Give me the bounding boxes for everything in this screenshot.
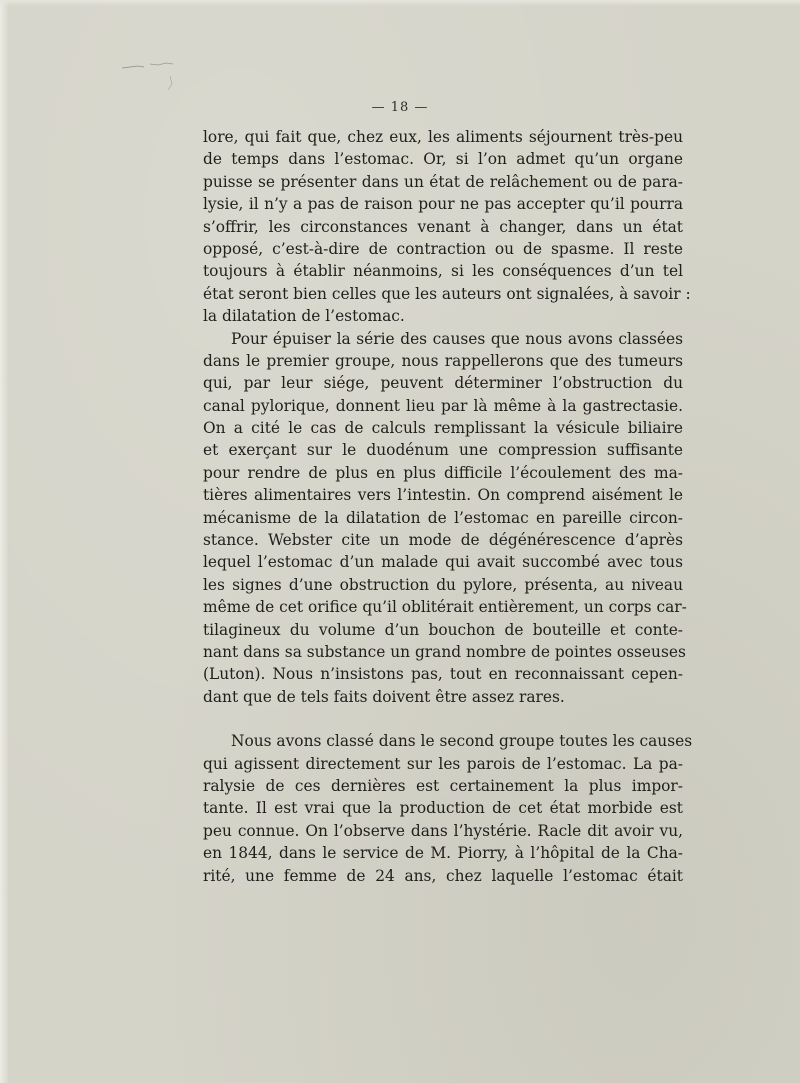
ink-smudge-mark	[118, 58, 188, 98]
paragraph-3	[203, 730, 693, 887]
text-line: mécanisme de la dilatation de l’estomac en pareille circon-	[203, 508, 683, 527]
text-line: ralysie de ces dernières est certainement la plus impor-	[203, 776, 683, 795]
text-line: Nous avons classé dans le second groupe toutes les causes	[231, 732, 693, 751]
text-line: stance. Webster cite un mode de dégénérescence d’après	[203, 531, 683, 550]
text-line: tières alimentaires vers l’intestin. On comprend aisément le	[203, 486, 683, 505]
paragraph-1	[203, 126, 691, 328]
text-line: la dilatation de l’estomac.	[203, 307, 405, 326]
text-line: On a cité le cas de calculs remplissant la vésicule biliaire	[203, 419, 683, 438]
text-line: lore, qui fait que, chez eux, les aliments séjournent très-peu	[203, 128, 683, 146]
text-line: en 1844, dans le service de M. Piorry, à l’hôpital de la Cha-	[203, 844, 683, 863]
text-line: Pour épuiser la série des causes que nous avons classées	[231, 329, 683, 348]
text-line: lequel l’estomac d’un malade qui avait succombé avec tous	[203, 553, 683, 572]
text-line: lysie, il n’y a pas de raison pour ne pas accepter qu’il pourra	[203, 195, 683, 214]
text-line: et exerçant sur le duodénum une compression suffisante	[203, 441, 683, 460]
text-line: canal pylorique, donnent lieu par là même à la gastrectasie.	[203, 396, 683, 415]
text-line: opposé, c’est-à-dire de contraction ou de spasme. Il reste	[203, 239, 683, 258]
text-line: tilagineux du volume d’un bouchon de bouteille et conte-	[203, 620, 683, 639]
text-line: de temps dans l’estomac. Or, si l’on admet qu’un organe	[203, 150, 683, 169]
text-line: s’offrir, les circonstances venant à changer, dans un état	[203, 217, 683, 236]
text-line: qui agissent directement sur les parois de l’estomac. La pa-	[203, 754, 683, 773]
text-line: (Luton). Nous n’insistons pas, tout en reconnaissant cepen-	[203, 665, 683, 684]
text-line: dant que de tels faits doivent être assez rares.	[203, 687, 565, 706]
text-line: les signes d’une obstruction du pylore, présenta, au niveau	[203, 575, 683, 594]
body-text	[203, 126, 693, 887]
paragraph-2	[203, 328, 687, 709]
text-line: pour rendre de plus en plus difficile l’écoulement des ma-	[203, 463, 683, 482]
text-line: nant dans sa substance un grand nombre de pointes osseuses	[203, 642, 686, 661]
text-line: qui, par leur siége, peuvent déterminer l’obstruction du	[203, 374, 683, 393]
text-line: peu connue. On l’observe dans l’hystérie. Racle dit avoir vu,	[203, 821, 683, 840]
text-line: même de cet orifice qu’il oblitérait entièrement, un corps car-	[203, 598, 687, 617]
text-line: rité, une femme de 24 ans, chez laquelle l’estomac était	[203, 866, 683, 885]
text-line: dans le premier groupe, nous rappellerons que des tumeurs	[203, 351, 683, 370]
text-line: puisse se présenter dans un état de relâchement ou de para-	[203, 172, 683, 191]
page-number: — 18 —	[371, 100, 429, 115]
page-left-edge	[0, 0, 8, 1083]
paragraph-spacer	[203, 708, 683, 730]
text-line: toujours à établir néanmoins, si les conséquences d’un tel	[203, 262, 683, 281]
text-line: état seront bien celles que les auteurs ont signalées, à savoir :	[203, 284, 691, 303]
text-line: tante. Il est vrai que la production de cet état morbide est	[203, 799, 683, 818]
page-top-edge	[0, 0, 800, 6]
